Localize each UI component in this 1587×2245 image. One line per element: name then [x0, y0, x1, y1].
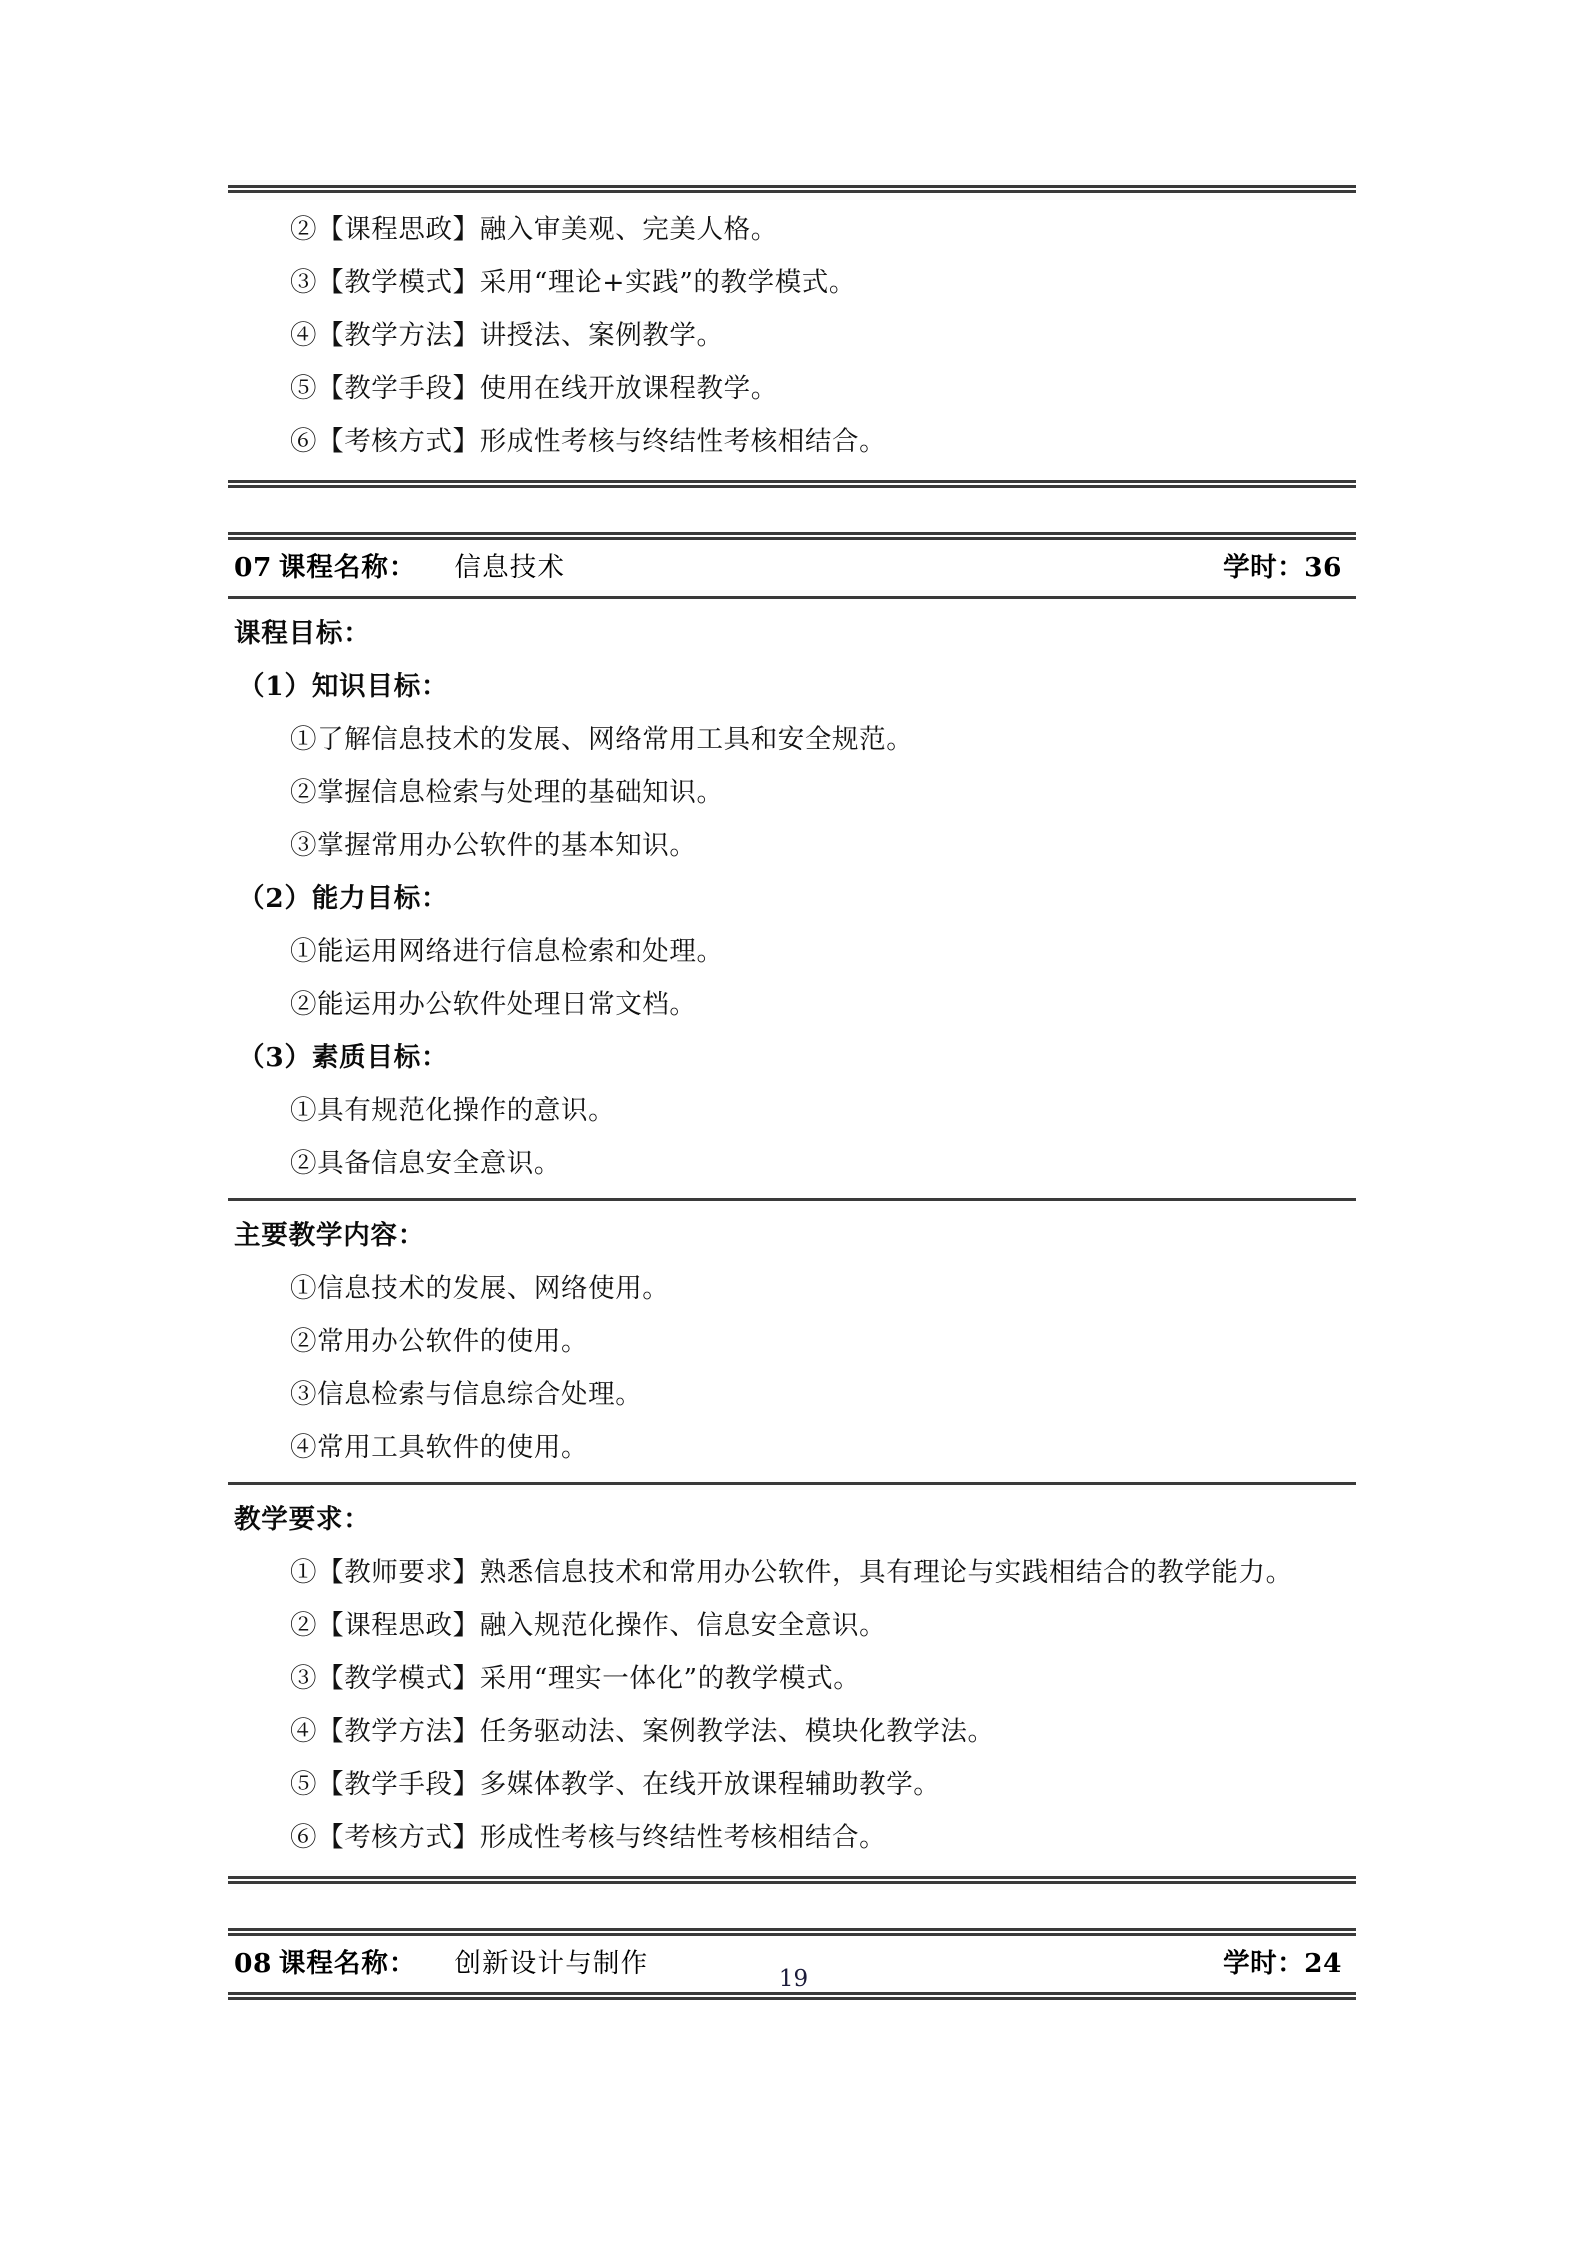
- prev-req-item-2: ②【课程思政】融入审美观、完美人格。: [290, 214, 778, 245]
- page-number: 19: [778, 1966, 809, 1992]
- course-07-title-left: [234, 540, 565, 596]
- main-content-heading: 主要教学内容：: [234, 1220, 426, 1251]
- prev-block-top-rule: [228, 185, 1356, 193]
- course-07-main-content-block: [228, 1201, 1356, 1482]
- course-07-name-value: 信息技术: [454, 552, 566, 583]
- prev-block-bottom-rule: [228, 480, 1356, 488]
- course-07-bottom-rule: [228, 1876, 1356, 1884]
- objectives-heading: 课程目标：: [234, 618, 371, 649]
- section-gap-2: [228, 1884, 1356, 1928]
- objectives-g3-item-2: ②具备信息安全意识。: [290, 1148, 561, 1179]
- top-spacer: [228, 0, 1356, 185]
- course-08-name-label: 课程名称：: [278, 1948, 417, 1979]
- prev-req-item-3: ③【教学模式】采用“理论+实践”的教学模式。: [290, 267, 856, 298]
- teaching-req-heading: 教学要求：: [234, 1504, 371, 1535]
- objectives-g1-item-2: ②掌握信息检索与处理的基础知识。: [290, 777, 724, 808]
- prev-req-item-5: ⑤【教学手段】使用在线开放课程教学。: [290, 373, 778, 404]
- prev-req-item-4: ④【教学方法】讲授法、案例教学。: [290, 320, 724, 351]
- course-08-top-rule: [228, 1928, 1356, 1936]
- objectives-g2-item-2: ②能运用办公软件处理日常文档。: [290, 989, 697, 1020]
- page-content: [228, 0, 1356, 2000]
- main-content-item-4: ④常用工具软件的使用。: [290, 1432, 589, 1463]
- main-content-item-1: ①信息技术的发展、网络使用。: [290, 1273, 670, 1304]
- teaching-req-item-6: ⑥【考核方式】形成性考核与终结性考核相结合。: [290, 1822, 887, 1853]
- course-08-hours-label: 学时：: [1223, 1948, 1305, 1979]
- teaching-req-item-4: ④【教学方法】任务驱动法、案例教学法、模块化教学法。: [290, 1716, 995, 1747]
- prev-course-requirements-block: [228, 193, 1356, 480]
- objectives-group-1-title: （1）知识目标：: [238, 671, 449, 702]
- course-07-title-row: [228, 540, 1356, 596]
- teaching-req-item-5: ⑤【教学手段】多媒体教学、在线开放课程辅助教学。: [290, 1769, 941, 1800]
- main-content-item-2: ②常用办公软件的使用。: [290, 1326, 589, 1357]
- objectives-g1-item-3: ③掌握常用办公软件的基本知识。: [290, 830, 697, 861]
- objectives-g1-item-1: ①了解信息技术的发展、网络常用工具和安全规范。: [290, 724, 914, 755]
- objectives-g3-item-1: ①具有规范化操作的意识。: [290, 1095, 616, 1126]
- course-08-bottom-rule: [228, 1992, 1356, 2000]
- course-07-objectives-block: [228, 599, 1356, 1198]
- course-07-teaching-requirements-block: [228, 1485, 1356, 1876]
- objectives-g2-item-1: ①能运用网络进行信息检索和处理。: [290, 936, 724, 967]
- course-07-hours-value: 36: [1304, 552, 1342, 583]
- teaching-req-item-3: ③【教学模式】采用“理实一体化”的教学模式。: [290, 1663, 861, 1694]
- section-gap: [228, 488, 1356, 532]
- course-07-hours-label: 学时：: [1223, 552, 1305, 583]
- course-07-hours: [1223, 540, 1342, 596]
- teaching-req-item-2: ②【课程思政】融入规范化操作、信息安全意识。: [290, 1610, 887, 1641]
- main-content-item-3: ③信息检索与信息综合处理。: [290, 1379, 643, 1410]
- objectives-group-2-title: （2）能力目标：: [238, 883, 449, 914]
- course-07-top-rule: [228, 532, 1356, 540]
- teaching-req-item-1: ①【教师要求】熟悉信息技术和常用办公软件，具有理论与实践相结合的教学能力。: [290, 1557, 1293, 1588]
- course-07-number: 07: [234, 552, 272, 583]
- course-08-name-value: 创新设计与制作: [454, 1948, 649, 1979]
- course-07-name-label: 课程名称：: [278, 552, 417, 583]
- objectives-group-3-title: （3）素质目标：: [238, 1042, 449, 1073]
- course-08-number: 08: [234, 1948, 272, 1979]
- prev-req-item-6: ⑥【考核方式】形成性考核与终结性考核相结合。: [290, 426, 887, 457]
- course-08-hours-value: 24: [1304, 1948, 1342, 1979]
